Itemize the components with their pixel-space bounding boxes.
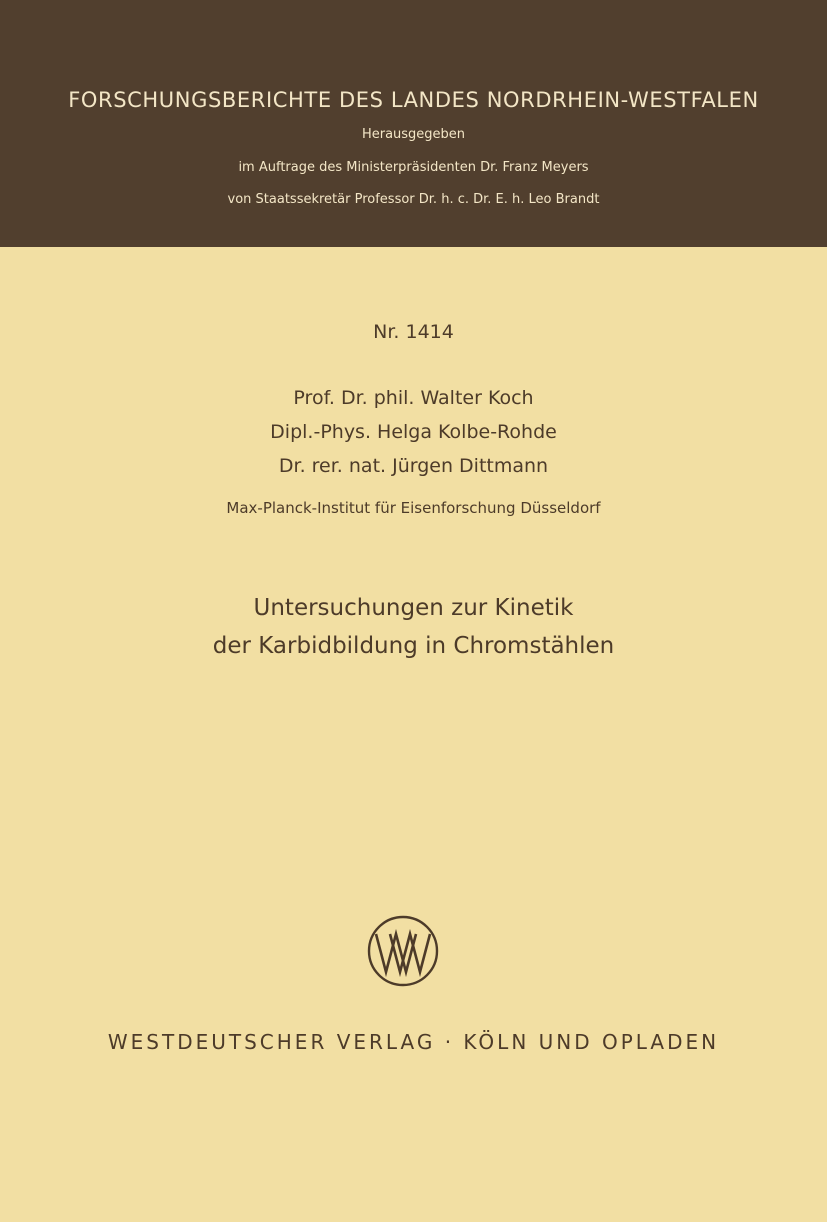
westdeutscher-verlag-ww-logo-icon [366,914,440,988]
author-line: Prof. Dr. phil. Walter Koch [293,387,534,409]
series-header-band [0,0,827,247]
author-line: Dipl.-Phys. Helga Kolbe-Rohde [270,421,557,443]
editor-line-commission: im Auftrage des Ministerpräsidenten Dr. Franz Meyers [238,160,589,175]
institute-name: Max-Planck-Institut für Eisenforschung Düsseldorf [226,499,601,517]
publisher-imprint: WESTDEUTSCHER VERLAG · KÖLN UND OPLADEN [107,1030,720,1054]
series-title: FORSCHUNGSBERICHTE DES LANDES NORDRHEIN-WESTFALEN [68,88,759,112]
report-number: Nr. 1414 [373,321,454,343]
editor-line-secretary: von Staatssekretär Professor Dr. h. c. Dr. E. h. Leo Brandt [227,192,600,207]
book-title-line: der Karbidbildung in Chromstählen [212,633,615,659]
author-line: Dr. rer. nat. Jürgen Dittmann [278,455,549,477]
book-title-line: Untersuchungen zur Kinetik [253,595,574,621]
editor-line-published: Herausgegeben [361,127,466,142]
